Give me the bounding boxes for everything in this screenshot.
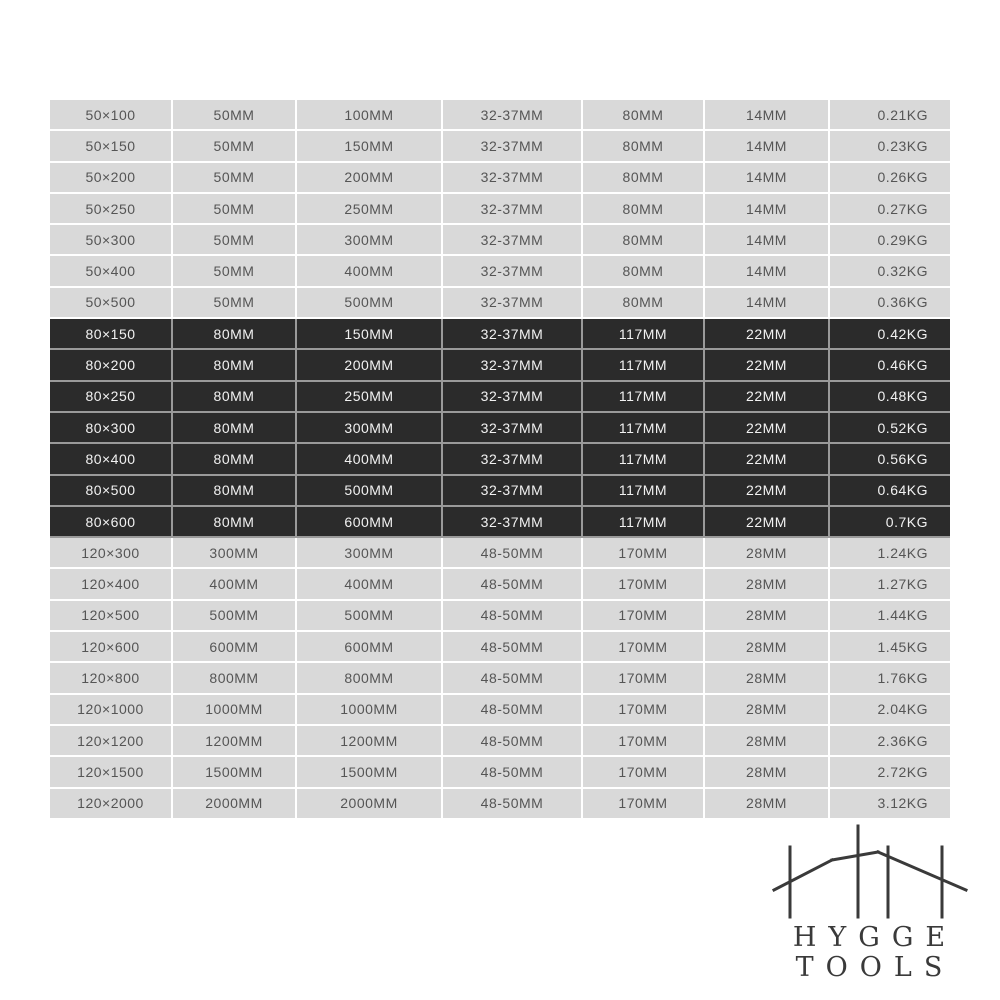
table-row: [50, 225, 950, 256]
table-cell: 80MM: [173, 476, 297, 507]
table-cell: 120×1200: [50, 726, 173, 757]
table-cell: 14MM: [705, 288, 830, 319]
table-cell: 800MM: [173, 663, 297, 694]
table-cell: 117MM: [583, 319, 705, 350]
brand-name-line2: TOOLS: [795, 952, 955, 983]
table-cell: 50×300: [50, 225, 173, 256]
table-cell: 0.27KG: [830, 194, 950, 225]
table-cell: 150MM: [297, 131, 443, 162]
table-cell: 14MM: [705, 100, 830, 131]
table-cell: 400MM: [297, 256, 443, 287]
table-cell: 32-37MM: [443, 476, 583, 507]
table-cell: 1.44KG: [830, 601, 950, 632]
table-cell: 80MM: [173, 319, 297, 350]
table-row: [50, 538, 950, 569]
table-cell: 170MM: [583, 569, 705, 600]
table-cell: 400MM: [297, 569, 443, 600]
table-cell: 32-37MM: [443, 507, 583, 538]
table-cell: 48-50MM: [443, 757, 583, 788]
table-cell: 22MM: [705, 413, 830, 444]
table-cell: 80MM: [583, 256, 705, 287]
table-cell: 80×600: [50, 507, 173, 538]
table-cell: 50MM: [173, 194, 297, 225]
table-cell: 32-37MM: [443, 225, 583, 256]
table-cell: 200MM: [297, 350, 443, 381]
table-cell: 117MM: [583, 382, 705, 413]
table-cell: 50MM: [173, 163, 297, 194]
table-cell: 48-50MM: [443, 632, 583, 663]
table-cell: 50×100: [50, 100, 173, 131]
table-cell: 28MM: [705, 569, 830, 600]
table-cell: 1200MM: [173, 726, 297, 757]
table-cell: 0.52KG: [830, 413, 950, 444]
table-cell: 28MM: [705, 726, 830, 757]
table-cell: 2000MM: [173, 789, 297, 820]
table-cell: 14MM: [705, 225, 830, 256]
table-cell: 80×300: [50, 413, 173, 444]
table-cell: 0.46KG: [830, 350, 950, 381]
table-cell: 80MM: [173, 444, 297, 475]
table-cell: 100MM: [297, 100, 443, 131]
table-cell: 32-37MM: [443, 350, 583, 381]
table-cell: 32-37MM: [443, 382, 583, 413]
table-cell: 22MM: [705, 319, 830, 350]
table-cell: 80MM: [583, 100, 705, 131]
table-cell: 500MM: [297, 476, 443, 507]
table-cell: 0.48KG: [830, 382, 950, 413]
table-cell: 400MM: [297, 444, 443, 475]
table-cell: 1500MM: [173, 757, 297, 788]
table-row: [50, 256, 950, 287]
table-cell: 22MM: [705, 444, 830, 475]
table-cell: 32-37MM: [443, 194, 583, 225]
table-row: [50, 319, 950, 350]
table-cell: 117MM: [583, 350, 705, 381]
table-cell: 500MM: [297, 288, 443, 319]
table-cell: 170MM: [583, 695, 705, 726]
table-row: [50, 350, 950, 381]
spec-table: [50, 100, 950, 820]
table-cell: 32-37MM: [443, 256, 583, 287]
table-cell: 2000MM: [297, 789, 443, 820]
table-cell: 0.7KG: [830, 507, 950, 538]
table-row: [50, 601, 950, 632]
table-cell: 300MM: [297, 538, 443, 569]
table-row: [50, 476, 950, 507]
table-cell: 600MM: [173, 632, 297, 663]
table-cell: 28MM: [705, 757, 830, 788]
table-row: [50, 789, 950, 820]
table-cell: 170MM: [583, 789, 705, 820]
table-cell: 32-37MM: [443, 163, 583, 194]
table-cell: 14MM: [705, 194, 830, 225]
table-cell: 32-37MM: [443, 288, 583, 319]
table-row: [50, 382, 950, 413]
table-cell: 80×250: [50, 382, 173, 413]
table-row: [50, 757, 950, 788]
table-cell: 0.56KG: [830, 444, 950, 475]
table-cell: 1.45KG: [830, 632, 950, 663]
table-cell: 32-37MM: [443, 131, 583, 162]
table-cell: 28MM: [705, 601, 830, 632]
table-cell: 300MM: [173, 538, 297, 569]
table-cell: 1500MM: [297, 757, 443, 788]
table-cell: 22MM: [705, 507, 830, 538]
table-cell: 80MM: [173, 507, 297, 538]
table-cell: 600MM: [297, 632, 443, 663]
table-cell: 300MM: [297, 225, 443, 256]
table-cell: 150MM: [297, 319, 443, 350]
table-cell: 80MM: [583, 288, 705, 319]
table-cell: 22MM: [705, 476, 830, 507]
table-cell: 0.26KG: [830, 163, 950, 194]
brand-name-line1: HYGGE: [792, 922, 958, 953]
table-cell: 22MM: [705, 382, 830, 413]
table-cell: 50MM: [173, 225, 297, 256]
table-row: [50, 131, 950, 162]
table-cell: 117MM: [583, 476, 705, 507]
table-cell: 50MM: [173, 288, 297, 319]
table-cell: 117MM: [583, 444, 705, 475]
table-cell: 400MM: [173, 569, 297, 600]
table-cell: 0.21KG: [830, 100, 950, 131]
table-cell: 170MM: [583, 757, 705, 788]
table-cell: 50×500: [50, 288, 173, 319]
table-cell: 50×400: [50, 256, 173, 287]
table-cell: 120×1000: [50, 695, 173, 726]
table-cell: 1000MM: [297, 695, 443, 726]
table-cell: 117MM: [583, 507, 705, 538]
table-cell: 48-50MM: [443, 663, 583, 694]
table-cell: 50MM: [173, 256, 297, 287]
table-cell: 1.24KG: [830, 538, 950, 569]
table-cell: 28MM: [705, 695, 830, 726]
table-cell: 3.12KG: [830, 789, 950, 820]
table-cell: 80MM: [173, 350, 297, 381]
table-cell: 120×400: [50, 569, 173, 600]
table-cell: 80MM: [173, 413, 297, 444]
table-cell: 500MM: [297, 601, 443, 632]
table-row: [50, 569, 950, 600]
table-cell: 120×800: [50, 663, 173, 694]
table-cell: 0.32KG: [830, 256, 950, 287]
table-row: [50, 663, 950, 694]
table-cell: 48-50MM: [443, 569, 583, 600]
table-cell: 48-50MM: [443, 538, 583, 569]
table-cell: 500MM: [173, 601, 297, 632]
table-cell: 80×500: [50, 476, 173, 507]
table-row: [50, 100, 950, 131]
table-cell: 28MM: [705, 632, 830, 663]
table-row: [50, 507, 950, 538]
table-cell: 50MM: [173, 131, 297, 162]
table-cell: 120×2000: [50, 789, 173, 820]
table-cell: 80×200: [50, 350, 173, 381]
table-cell: 32-37MM: [443, 100, 583, 131]
table-cell: 1.27KG: [830, 569, 950, 600]
table-cell: 80×150: [50, 319, 173, 350]
table-cell: 0.42KG: [830, 319, 950, 350]
table-row: [50, 695, 950, 726]
table-cell: 80MM: [583, 194, 705, 225]
table-cell: 14MM: [705, 131, 830, 162]
table-cell: 2.72KG: [830, 757, 950, 788]
table-cell: 120×300: [50, 538, 173, 569]
table-cell: 2.04KG: [830, 695, 950, 726]
table-row: [50, 726, 950, 757]
table-cell: 14MM: [705, 163, 830, 194]
table-cell: 250MM: [297, 194, 443, 225]
table-cell: 48-50MM: [443, 789, 583, 820]
table-row: [50, 632, 950, 663]
table-cell: 0.29KG: [830, 225, 950, 256]
table-cell: 1000MM: [173, 695, 297, 726]
table-cell: 250MM: [297, 382, 443, 413]
table-cell: 28MM: [705, 663, 830, 694]
table-row: [50, 288, 950, 319]
table-cell: 28MM: [705, 538, 830, 569]
table-cell: 120×600: [50, 632, 173, 663]
table-cell: 0.23KG: [830, 131, 950, 162]
table-cell: 600MM: [297, 507, 443, 538]
table-cell: 48-50MM: [443, 695, 583, 726]
table-cell: 1.76KG: [830, 663, 950, 694]
table-cell: 32-37MM: [443, 444, 583, 475]
table-cell: 14MM: [705, 256, 830, 287]
table-cell: 170MM: [583, 632, 705, 663]
table-cell: 170MM: [583, 601, 705, 632]
table-row: [50, 194, 950, 225]
table-cell: 80×400: [50, 444, 173, 475]
table-cell: 50×200: [50, 163, 173, 194]
table-cell: 200MM: [297, 163, 443, 194]
table-cell: 28MM: [705, 789, 830, 820]
table-cell: 120×500: [50, 601, 173, 632]
table-row: [50, 163, 950, 194]
table-cell: 117MM: [583, 413, 705, 444]
table-cell: 48-50MM: [443, 601, 583, 632]
table-cell: 170MM: [583, 726, 705, 757]
table-cell: 50MM: [173, 100, 297, 131]
table-cell: 1200MM: [297, 726, 443, 757]
table-cell: 80MM: [173, 382, 297, 413]
table-cell: 22MM: [705, 350, 830, 381]
table-row: [50, 413, 950, 444]
table-cell: 80MM: [583, 225, 705, 256]
table-cell: 0.64KG: [830, 476, 950, 507]
table-cell: 800MM: [297, 663, 443, 694]
table-cell: 0.36KG: [830, 288, 950, 319]
table-cell: 32-37MM: [443, 413, 583, 444]
table-cell: 170MM: [583, 663, 705, 694]
table-cell: 48-50MM: [443, 726, 583, 757]
table-cell: 50×250: [50, 194, 173, 225]
table-cell: 80MM: [583, 163, 705, 194]
table-cell: 2.36KG: [830, 726, 950, 757]
table-cell: 120×1500: [50, 757, 173, 788]
table-cell: 300MM: [297, 413, 443, 444]
table-cell: 170MM: [583, 538, 705, 569]
table-cell: 50×150: [50, 131, 173, 162]
table-cell: 80MM: [583, 131, 705, 162]
table-cell: 32-37MM: [443, 319, 583, 350]
table-row: [50, 444, 950, 475]
